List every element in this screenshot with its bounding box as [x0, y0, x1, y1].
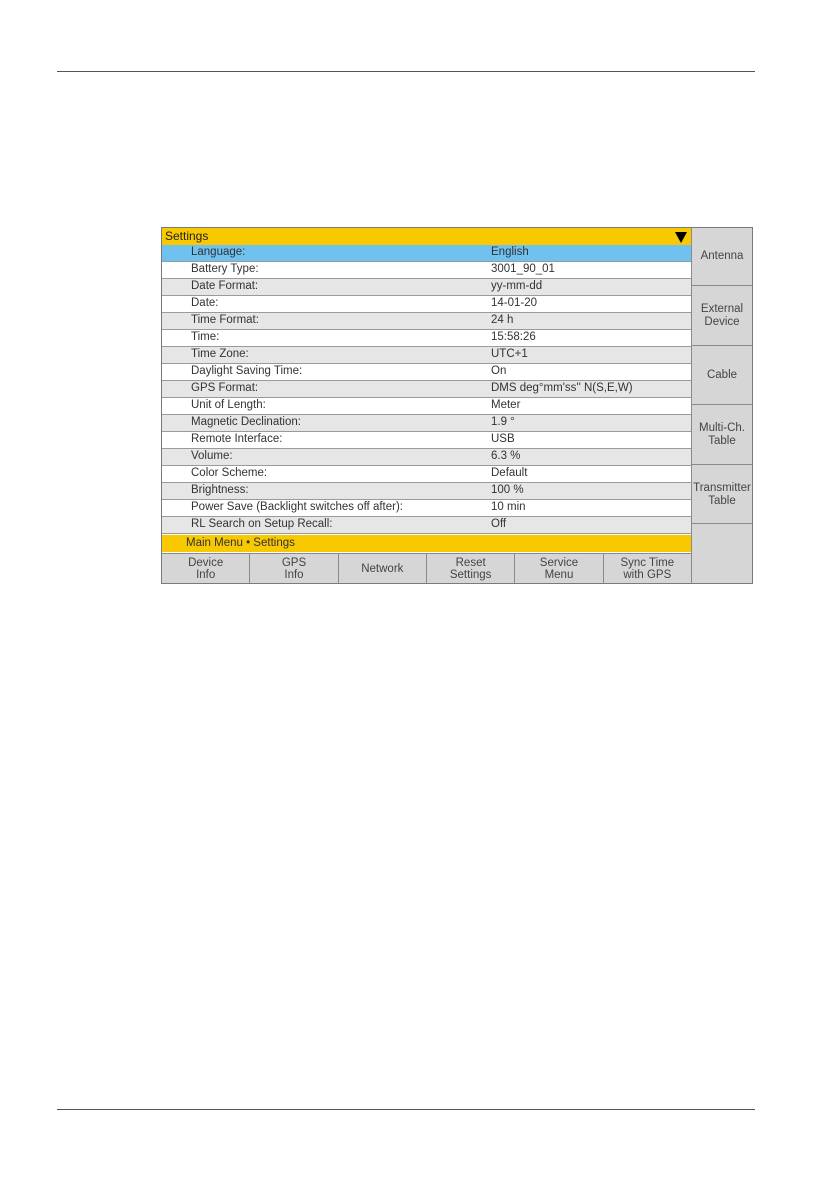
- setting-row-time[interactable]: [162, 330, 691, 347]
- setting-row-remote-interface[interactable]: [162, 432, 691, 449]
- side-softkey-bar: [691, 228, 752, 583]
- softkey-label-line2: with GPS: [623, 568, 672, 581]
- setting-row-language[interactable]: [162, 245, 691, 262]
- title-bar: [162, 228, 691, 245]
- triangle-down-icon[interactable]: [675, 232, 687, 243]
- setting-row-magnetic-declination[interactable]: [162, 415, 691, 432]
- sidekey-label-line1: Multi-Ch.: [698, 422, 745, 434]
- setting-value: 10 min: [491, 501, 526, 513]
- setting-label: Daylight Saving Time:: [191, 365, 303, 377]
- setting-value: Off: [491, 518, 507, 530]
- sidekey-antenna-button[interactable]: [692, 228, 752, 286]
- setting-value: USB: [491, 433, 515, 445]
- setting-row-time-format[interactable]: [162, 313, 691, 330]
- setting-row-volume[interactable]: [162, 449, 691, 466]
- setting-value: 24 h: [491, 314, 514, 326]
- sidekey-label-line1: Antenna: [700, 250, 744, 262]
- setting-value: 100 %: [491, 484, 524, 496]
- setting-label: Language:: [191, 246, 246, 258]
- sidekey-cable-button[interactable]: [692, 347, 752, 405]
- page-bottom-rule: [57, 1109, 755, 1110]
- sidekey-label-line1: External: [700, 303, 744, 315]
- setting-label: Brightness:: [191, 484, 249, 496]
- setting-row-daylight-saving-time[interactable]: [162, 364, 691, 381]
- softkey-reset-settings-button[interactable]: [427, 553, 515, 583]
- setting-row-power-save-backlight-switches-off-after[interactable]: [162, 500, 691, 517]
- sidekey-label-line1: Cable: [706, 369, 738, 381]
- setting-row-brightness[interactable]: [162, 483, 691, 500]
- softkey-label-line2: Menu: [544, 568, 574, 581]
- softkey-network-button[interactable]: [339, 553, 427, 583]
- sidekey-external-device-button[interactable]: [692, 288, 752, 346]
- setting-row-rl-search-on-setup-recall[interactable]: [162, 517, 691, 534]
- softkey-label-line2: Info: [284, 568, 304, 581]
- setting-row-battery-type[interactable]: [162, 262, 691, 279]
- setting-value: 15:58:26: [491, 331, 536, 343]
- softkey-bar: [162, 553, 691, 583]
- breadcrumb: [162, 535, 691, 552]
- setting-value: English: [491, 246, 529, 258]
- setting-label: Time:: [191, 331, 220, 343]
- setting-label: Unit of Length:: [191, 399, 266, 411]
- setting-row-date-format[interactable]: [162, 279, 691, 296]
- setting-value: 6.3 %: [491, 450, 521, 462]
- sidekey-empty-button[interactable]: [692, 526, 752, 584]
- softkey-sync-time-with-gps-button[interactable]: [604, 553, 691, 583]
- setting-value: On: [491, 365, 507, 377]
- setting-value: Default: [491, 467, 528, 479]
- softkey-service-menu-button[interactable]: [515, 553, 603, 583]
- sidekey-transmitter-table-button[interactable]: [692, 466, 752, 524]
- setting-label: RL Search on Setup Recall:: [191, 518, 333, 530]
- setting-value: UTC+1: [491, 348, 528, 360]
- setting-label: Time Zone:: [191, 348, 249, 360]
- softkey-device-info-button[interactable]: [162, 553, 250, 583]
- sidekey-label-line1: Transmitter: [693, 481, 751, 494]
- softkey-label-line1: Service: [539, 556, 579, 569]
- setting-row-unit-of-length[interactable]: [162, 398, 691, 415]
- setting-row-color-scheme[interactable]: [162, 466, 691, 483]
- setting-label: Magnetic Declination:: [191, 416, 301, 428]
- setting-value: 14-01-20: [491, 297, 538, 309]
- breadcrumb-text: Main Menu • Settings: [186, 537, 295, 549]
- softkey-gps-info-button[interactable]: [250, 553, 338, 583]
- settings-list: [162, 245, 691, 534]
- page-top-rule: [57, 71, 755, 72]
- softkey-label-line1: Sync Time: [620, 556, 675, 569]
- setting-value: 1.9 °: [491, 416, 515, 428]
- setting-label: Power Save (Backlight switches off after):: [191, 501, 403, 513]
- setting-label: Date:: [191, 297, 219, 309]
- sidekey-multi-ch-table-button[interactable]: [692, 407, 752, 465]
- setting-label: Date Format:: [191, 280, 259, 292]
- setting-row-date[interactable]: [162, 296, 691, 313]
- setting-label: Color Scheme:: [191, 467, 268, 479]
- softkey-label-line1: GPS: [281, 556, 307, 569]
- sidekey-label-line2: Table: [708, 494, 736, 507]
- softkey-label-line1: Network: [361, 562, 404, 575]
- setting-label: Time Format:: [191, 314, 259, 326]
- device-screen: [161, 227, 753, 584]
- setting-label: Remote Interface:: [191, 433, 283, 445]
- setting-value: 3001_90_01: [491, 263, 555, 275]
- setting-value: yy-mm-dd: [491, 280, 543, 292]
- setting-row-gps-format[interactable]: [162, 381, 691, 398]
- softkey-label-line1: Reset: [455, 556, 486, 569]
- sidekey-label-line2: Device: [704, 316, 740, 328]
- softkey-label-line2: Info: [196, 568, 216, 581]
- softkey-label-line2: Settings: [449, 568, 492, 581]
- setting-value: DMS deg°mm'ss'' N(S,E,W): [491, 382, 633, 394]
- setting-value: Meter: [491, 399, 521, 411]
- setting-row-time-zone[interactable]: [162, 347, 691, 364]
- setting-label: Battery Type:: [191, 263, 259, 275]
- settings-panel: [162, 228, 691, 583]
- softkey-label-line1: Device: [188, 556, 224, 569]
- setting-label: GPS Format:: [191, 382, 259, 394]
- setting-label: Volume:: [191, 450, 233, 462]
- page-title: Settings: [165, 229, 209, 243]
- sidekey-label-line2: Table: [708, 435, 736, 447]
